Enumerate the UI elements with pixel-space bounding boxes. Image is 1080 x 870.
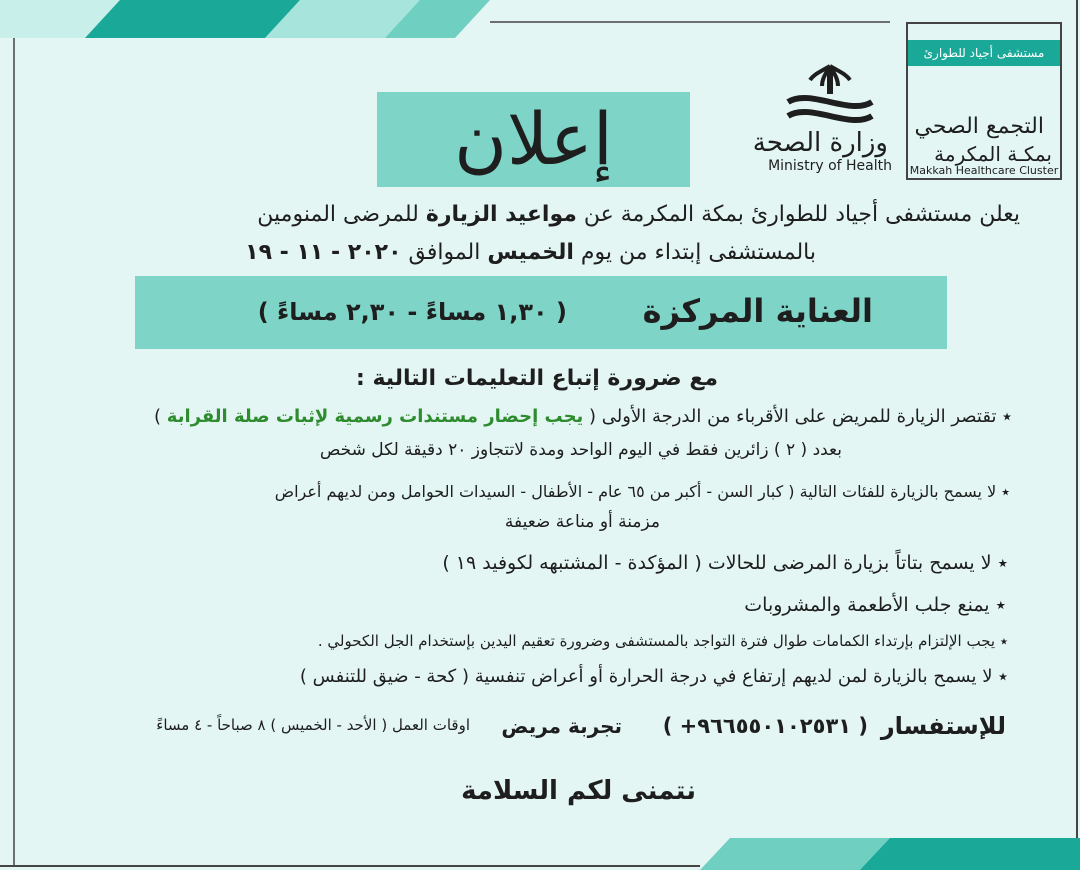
rule-6: ٭ لا يسمح بالزيارة لمن لديهم إرتفاع في درجة الحرارة أو أعراض تنفسية ( كحة - ضيق للتنفس ) [299, 666, 1008, 687]
ministry-logo [752, 62, 892, 178]
intro-line2-bold: الخميس [487, 240, 574, 265]
rule1-post: ) [154, 406, 162, 427]
cluster-name-en: Makkah Healthcare Cluster [909, 164, 1059, 177]
contact-hours: اوقات العمل ( الأحد - الخميس ) ٨ صباحاً - ٤ مساءً [156, 716, 470, 734]
banner-dept: العناية المركزة [642, 292, 873, 330]
intro-line-1 [257, 202, 1020, 227]
rule-2-line-1: ٭ لا يسمح بالزيارة للفئات التالية ( كبار السن - أكبر من ٦٥ عام - الأطفال - السيدات الحوامل ومن لديهم أعراض [274, 482, 1010, 501]
ministry-name-ar: وزارة الصحة [752, 128, 888, 158]
rule-1-line-1 [154, 406, 1012, 427]
contact-service: تجربة مريض [501, 714, 622, 738]
contact-label: للإستفسار [880, 712, 1006, 740]
intro-line2-pre: بالمستشفى إبتداء من يوم [580, 240, 816, 265]
cluster-name-ar-line2: بمكـة المكرمة [934, 142, 1052, 166]
closing-text: نتمنى لكم السلامة [461, 776, 696, 806]
contact-phone: ( ٩٦٦٥٥٠١٠٢٥٣١+ ) [662, 714, 868, 738]
rule-4: ٭ يمنع جلب الأطعمة والمشروبات [744, 594, 1006, 616]
intro-line1-pre: يعلن مستشفى أجياد للطوارئ بمكة المكرمة عن [583, 202, 1020, 227]
intro-line2-mid: الموافق [408, 240, 481, 265]
rule-3: ٭ لا يسمح بتاتاً بزيارة المرضى للحالات ( المؤكدة - المشتبهه لكوفيد ١٩ ) [442, 552, 1008, 574]
rule-1-line-2: بعدد ( ٢ ) زائرين فقط في اليوم الواحد ومدة لاتتجاوز ٢٠ دقيقة لكل شخص [319, 440, 842, 460]
icu-banner [135, 276, 947, 349]
intro-line1-post: للمرضى المنومين [257, 202, 419, 227]
cluster-logo [906, 22, 1062, 180]
cluster-name-ar-line1: التجمع الصحي [914, 114, 1044, 139]
intro-line1-bold: مواعيد الزيارة [425, 202, 577, 227]
rule1-pre: ٭ تقتصر الزيارة للمريض على الأقرباء من الدرجة الأولى ( [589, 406, 1012, 427]
title-box [377, 92, 690, 187]
instructions-heading: مع ضرورة إتباع التعليمات التالية : [356, 366, 718, 391]
rule1-green: يجب إحضار مستندات رسمية لإثبات صلة القرابة [166, 406, 584, 427]
rule-2-line-2: مزمنة أو مناعة ضعيفة [504, 512, 660, 532]
rule-5: ٭ يجب الإلتزام بإرتداء الكمامات طوال فترة التواجد بالمستشفى وضرورة تعقيم اليدين بإستخدام الجل الكحولي . [317, 632, 1008, 650]
page-title: إعلان [454, 97, 613, 181]
intro-line2-date: ٢٠٢٠ - ١١ - ١٩ [245, 240, 402, 265]
palm-emblem-icon [780, 62, 880, 128]
cluster-badge: مستشفى أجياد للطوارئ [908, 40, 1060, 66]
ministry-name-en: Ministry of Health [768, 158, 892, 174]
intro-line-2 [245, 240, 816, 265]
banner-time: ( ١,٣٠ مساءً - ٢,٣٠ مساءً ) [257, 298, 567, 326]
